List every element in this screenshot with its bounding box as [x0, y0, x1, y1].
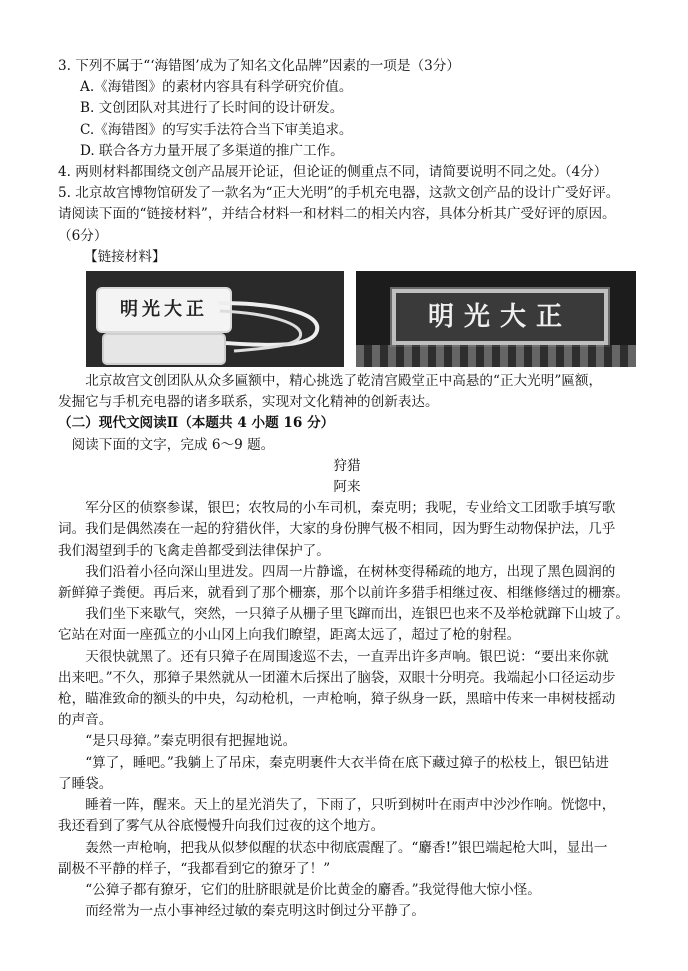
plaque-photo	[356, 271, 636, 367]
question-3-stem: 3. 下列不属于“‘海错图’成为了知名文化品牌”因素的一项是（3分）	[58, 58, 460, 74]
charger-device-secondary	[102, 333, 226, 365]
story-line: 军分区的侦察参谋，银巴；农牧局的小车司机，秦克明；我呢，专业给文工团歌手填写歌	[85, 500, 616, 517]
story-line: 它站在对面一座孤立的小山冈上向我们瞭望，距离太远了，超过了枪的射程。	[58, 627, 521, 644]
charging-cable-icon	[216, 293, 336, 355]
story-line: 轰然一声枪响，把我从似梦似醒的状态中彻底震醒了。“麝香!”银巴端起枪大叫，显出一	[85, 839, 608, 856]
story-line: 的声音。	[58, 712, 113, 729]
story-line: 睡着一阵，醒来。天上的星光消失了，下雨了，只听到树叶在雨声中沙沙作响。恍惚中，	[85, 797, 616, 814]
story-line: 我们沿着小径向深山里进发。四周一片静谧，在树林变得稀疏的地方，出现了黑色圆润的	[85, 563, 616, 580]
page-content	[58, 56, 636, 922]
story-line: 枪，瞄准致命的额头的中央，勾动枪机，一声枪响，獐子纵身一跃，黑暗中传来一串树枝摇动	[58, 691, 616, 708]
story-line: 副极不平静的样子，“我都看到它的獠牙了！”	[58, 860, 331, 877]
link-text-line-2: 发掘它与手机充电器的诸多联系，实现对文化精神的创新表达。	[58, 394, 439, 411]
story-line: 我们渴望到手的飞禽走兽都受到法律保护了。	[58, 542, 330, 559]
story-line: 新鲜獐子粪便。再后来，就看到了那个栅寨，那个以前许多猎手相继过夜、相继修缮过的栅寨。	[58, 585, 629, 602]
question-3-option-b: B. 文创团队对其进行了长时间的设计研发。	[80, 100, 344, 117]
story-line: 天很快就黑了。还有只獐子在周围逡巡不去，一直弄出许多声响。银巴说：“要出来你就	[85, 648, 609, 665]
story-line: “公獐子都有獠牙，它们的肚脐眼就是价比黄金的麝香。”我觉得他大惊小怪。	[85, 881, 541, 898]
story-line: 我们坐下来歇气，突然，一只獐子从栅子里飞蹿而出，连银巴也来不及举枪就蹿下山坡了。	[85, 606, 629, 623]
plaque-ornament	[356, 345, 636, 367]
reading-instruction: 阅读下面的文字，完成 6～9 题。	[71, 436, 275, 453]
story-line: 而经常为一点小事神经过敏的秦克明这时倒过分平静了。	[85, 903, 426, 920]
story-line: “是只母獐。”秦克明很有把握地说。	[85, 733, 297, 750]
story-line: 词。我们是偶然凑在一起的狩猎伙伴，大家的身份脾气极不相同，因为野生动物保护法，几乎	[58, 521, 616, 538]
question-5-line-3: （6分）	[58, 227, 108, 244]
charger-device: 明光大正	[96, 287, 232, 333]
question-3-option-d: D. 联合各方力量开展了多渠道的推广工作。	[80, 142, 344, 159]
question-3-option-a: A.《海错图》的素材内容具有科学研究价值。	[80, 79, 353, 96]
question-3-option-c: C.《海错图》的写实手法符合当下审美追求。	[80, 121, 353, 138]
story-author: 阿来	[333, 479, 361, 496]
charger-photo	[86, 271, 344, 367]
link-material-label: 【链接材料】	[84, 248, 166, 265]
link-material-images	[86, 271, 636, 367]
story-line: 出来吧。”不久，那獐子果然就从一团灌木后探出了脑袋，双眼十分明亮。我端起小口径运动步	[58, 669, 616, 686]
link-text-line-1: 北京故宫文创团队从众多匾额中，精心挑选了乾清宫殿堂正中高悬的“正大光明”匾额，	[85, 373, 603, 390]
story-line: 我还看到了雾气从谷底慢慢升向我们过夜的这个地方。	[58, 818, 385, 835]
story-line: 了睡袋。	[58, 775, 113, 792]
question-5-line-1: 5. 北京故宫博物馆研发了一款名为“正大光明”的手机充电器，这款文创产品的设计广受好评。	[58, 185, 620, 202]
story-line: “算了，睡吧。”我躺上了吊床，秦克明裹件大衣半倚在底下藏过獐子的松枝上，银巴钻进	[85, 754, 609, 771]
question-4: 4. 两则材料都围绕文创产品展开论证，但论证的侧重点不同，请简要说明不同之处。（4分）	[58, 164, 608, 181]
question-5-line-2: 请阅读下面的“链接材料”，并结合材料一和材料二的相关内容，具体分析其广受好评的原因。	[58, 206, 616, 223]
story-title: 狩猎	[333, 457, 361, 474]
section-2-heading: （二）现代文阅读Ⅱ（本题共 4 小题 16 分）	[58, 415, 335, 432]
plaque-board: 明光大正	[392, 289, 608, 345]
